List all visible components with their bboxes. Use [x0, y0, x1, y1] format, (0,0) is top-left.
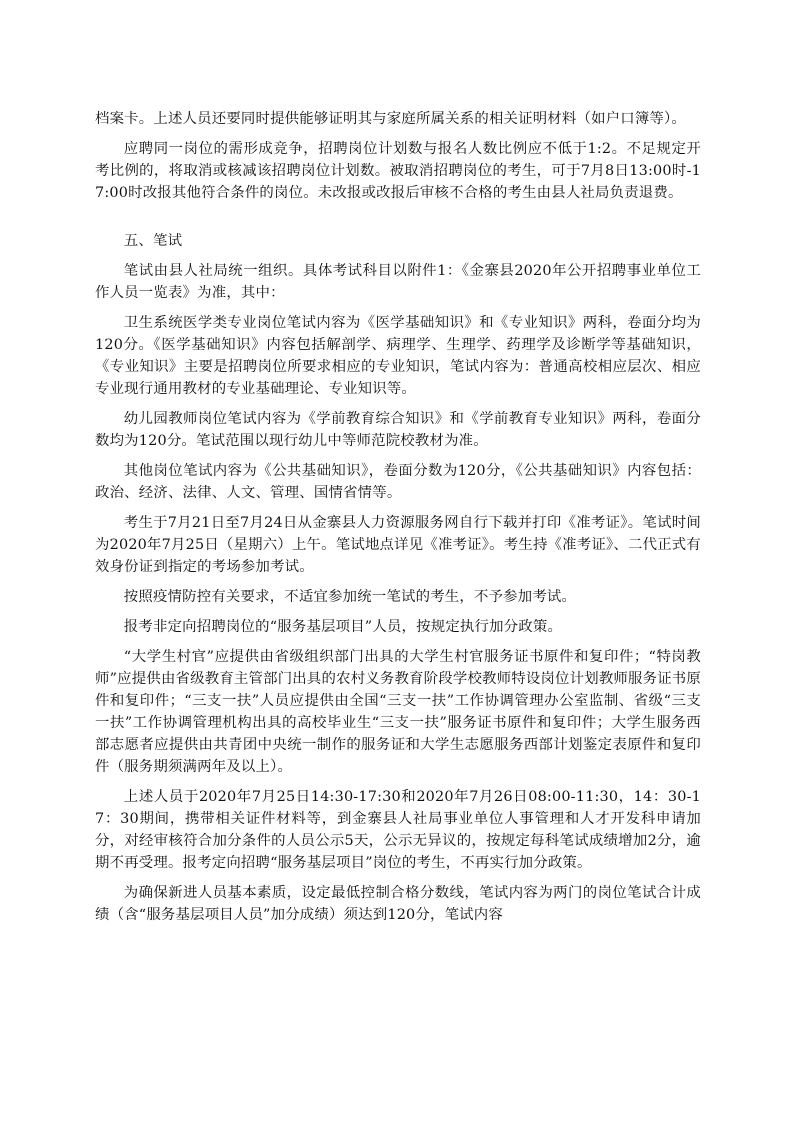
- paragraph-continuation: 档案卡。上述人员还要同时提供能够证明其与家庭所属关系的相关证明材料（如户口簿等）。: [95, 111, 687, 127]
- paragraph-epidemic: 按照疫情防控有关要求，不适宜参加统一笔试的考生，不予参加考试。: [123, 589, 577, 605]
- section-heading-written-exam: 五、笔试: [123, 233, 183, 249]
- paragraph-kindergarten-exam: 幼儿园教师岗位笔试内容为《学前教育综合知识》和《学前教育专业知识》两科，卷面分数均为120分。笔试范围以现行幼儿中等师范院校教材为准。: [95, 411, 701, 449]
- paragraph-certificates: “大学生村官”应提供由省级组织部门出具的大学生村官服务证书原件和复印件；“特岗教师”应提供由省级教育主管部门出具的农村义务教育阶段学校教师特设岗位计划教师服务证书原件和复印件；“三支一扶”人员应提供由全国“三支一扶”工作协调管理办公室监制、省级“三支一扶”工作协调管理机构出具的高校毕业生“三支一扶”服务证书原件和复印件；大学生服务西部志愿者应提供由共青团中央统一制作的服务证和大学生志愿服务西部计划鉴定表原件和复印件（服务期须满两年及以上）。: [95, 649, 701, 775]
- paragraph-bonus-application: 上述人员于2020年7月25日14:30-17:30和2020年7月26日08:00-11:30，14：30-17：30期间，携带相关证件材料等，到金寨县人社局事业单位人事管理和人才开发科申请加分，对经审核符合加分条件的人员公示5天，公示无异议的，按规定每科笔试成绩增加2分，逾期不再受理。报考定向招聘“服务基层项目”岗位的考生，不再实行加分政策。: [95, 789, 701, 871]
- paragraph-other-exam: 其他岗位笔试内容为《公共基础知识》，卷面分数为120分，《公共基础知识》内容包括：政治、经济、法律、人文、管理、国情省情等。: [95, 463, 701, 501]
- paragraph-bonus-policy: 报考非定向招聘岗位的“服务基层项目”人员，按规定执行加分政策。: [123, 619, 563, 635]
- paragraph-competition-ratio: 应聘同一岗位的需形成竞争，招聘岗位计划数与报名人数比例应不低于1:2。不足规定开考比例的，将取消或核减该招聘岗位计划数。被取消招聘岗位的考生，可于7月8日13:00时-17:00时改报其他符合条件的岗位。未改报或改报后审核不合格的考生由县人社局负责退费。: [95, 141, 701, 201]
- paragraph-exam-organization: 笔试由县人社局统一组织。具体考试科目以附件1：《金寨县2020年公开招聘事业单位工作人员一览表》为准，其中：: [95, 263, 701, 301]
- document-body: [95, 108, 701, 934]
- paragraph-admission-ticket: 考生于7月21日至7月24日从金寨县人力资源服务网自行下载并打印《准考证》。笔试时间为2020年7月25日（星期六）上午。笔试地点详见《准考证》。考生持《准考证》、二代正式有效身份证到指定的考场参加考试。: [95, 515, 701, 575]
- paragraph-medical-exam: 卫生系统医学类专业岗位笔试内容为《医学基础知识》和《专业知识》两科，卷面分均为120分。《医学基础知识》内容包括解剖学、病理学、生理学、药理学及诊断学等基础知识，《专业知识》主要是招聘岗位所要求相应的专业知识，笔试内容为：普通高校相应层次、相应专业现行通用教材的专业基础理论、专业知识等。: [95, 315, 701, 397]
- paragraph-minimum-score: 为确保新进人员基本素质，设定最低控制合格分数线，笔试内容为两门的岗位笔试合计成绩（含“服务基层项目人员”加分成绩）须达到120分，笔试内容: [95, 885, 701, 923]
